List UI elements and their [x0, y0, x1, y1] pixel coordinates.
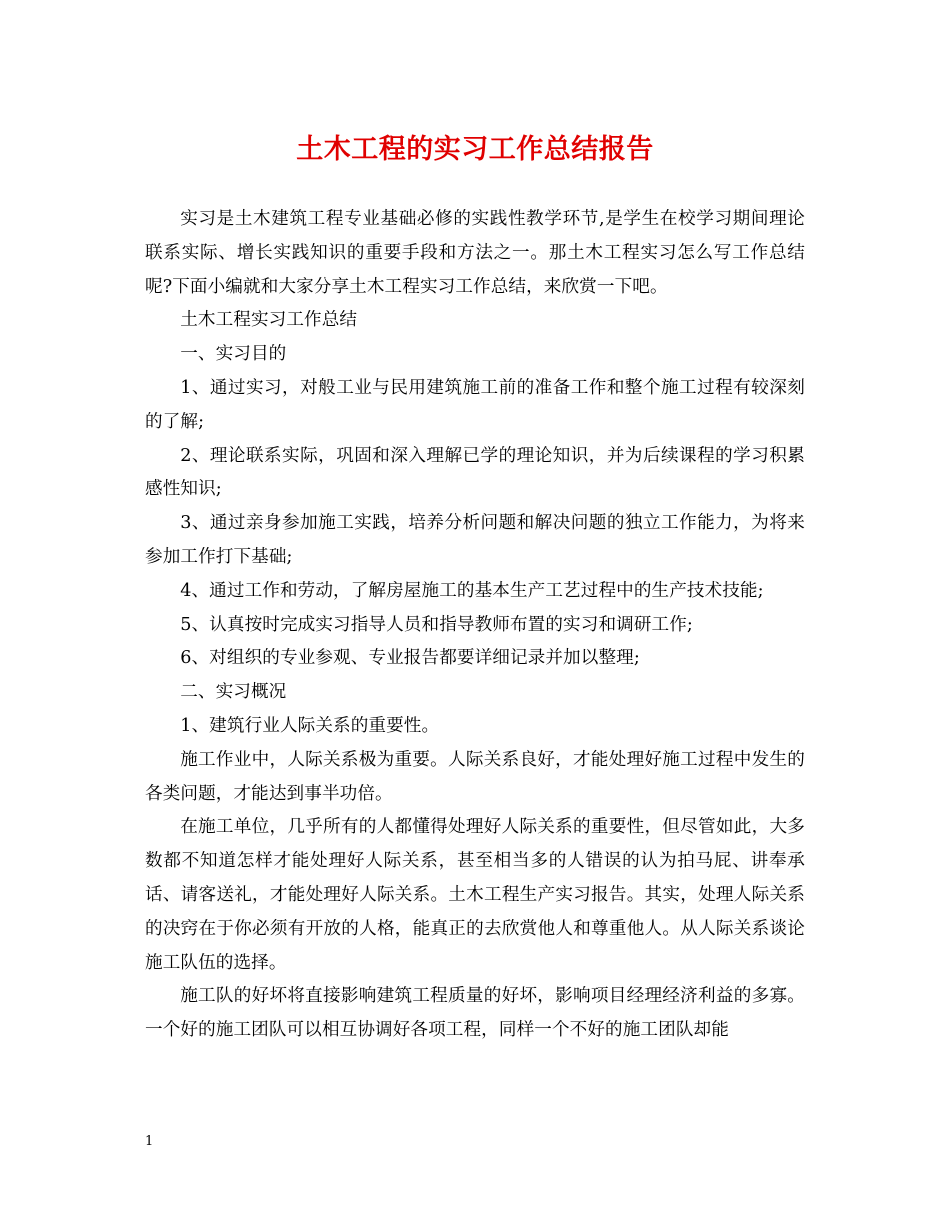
list-item-purpose-1: 1、通过实习，对般工业与民用建筑施工前的准备工作和整个施工过程有较深刻的了解;: [145, 377, 805, 432]
list-item-purpose-2: 2、理论联系实际，巩固和深入理解已学的理论知识，并为后续课程的学习积累感性知识;: [145, 445, 805, 500]
document-body: [145, 203, 805, 1048]
paragraph-relationships-1: 施工作业中，人际关系极为重要。人际关系良好，才能处理好施工过程中发生的各类问题，才能达到事半功倍。: [145, 749, 805, 804]
paragraph-intro: 实习是土木建筑工程专业基础必修的实践性教学环节,是学生在校学习期间理论联系实际、增长实践知识的重要手段和方法之一。那土木工程实习怎么写工作总结呢?下面小编就和大家分享土木工程实习工作总结，来欣赏一下吧。: [145, 209, 805, 297]
paragraph-heading-summary: 土木工程实习工作总结: [180, 310, 358, 331]
section-heading-overview: 二、实习概况: [180, 682, 287, 703]
paragraph-construction-team: 施工队的好坏将直接影响建筑工程质量的好坏，影响项目经理经济利益的多寡。一个好的施工团队可以相互协调好各项工程，同样一个不好的施工团队却能: [145, 986, 805, 1041]
section-heading-purpose: 一、实习目的: [180, 344, 287, 365]
page-number: 1: [145, 1134, 154, 1149]
list-item-purpose-6: 6、对组织的专业参观、专业报告都要详细记录并加以整理;: [180, 648, 640, 669]
list-item-purpose-5: 5、认真按时完成实习指导人员和指导教师布置的实习和调研工作;: [180, 614, 693, 635]
document-title: 土木工程的实习工作总结报告: [296, 134, 654, 165]
list-item-purpose-3: 3、通过亲身参加施工实践，培养分析问题和解决问题的独立工作能力，为将来参加工作打下基础;: [145, 513, 805, 567]
list-item-purpose-4: 4、通过工作和劳动，了解房屋施工的基本生产工艺过程中的生产技术技能;: [180, 580, 764, 601]
paragraph-relationships-2: 在施工单位，几乎所有的人都懂得处理好人际关系的重要性，但尽管如此，大多数都不知道怎样才能处理好人际关系，甚至相当多的人错误的认为拍马屁、讲奉承话、请客送礼，才能处理好人际关系。土木工程生产实习报告。其实，处理人际关系的决窍在于你必须有开放的人格，能真正的去欣赏他人和尊重他人。从人际关系谈论施工队伍的选择。: [145, 817, 805, 973]
subheading-relationships: 1、建筑行业人际关系的重要性。: [180, 715, 440, 736]
